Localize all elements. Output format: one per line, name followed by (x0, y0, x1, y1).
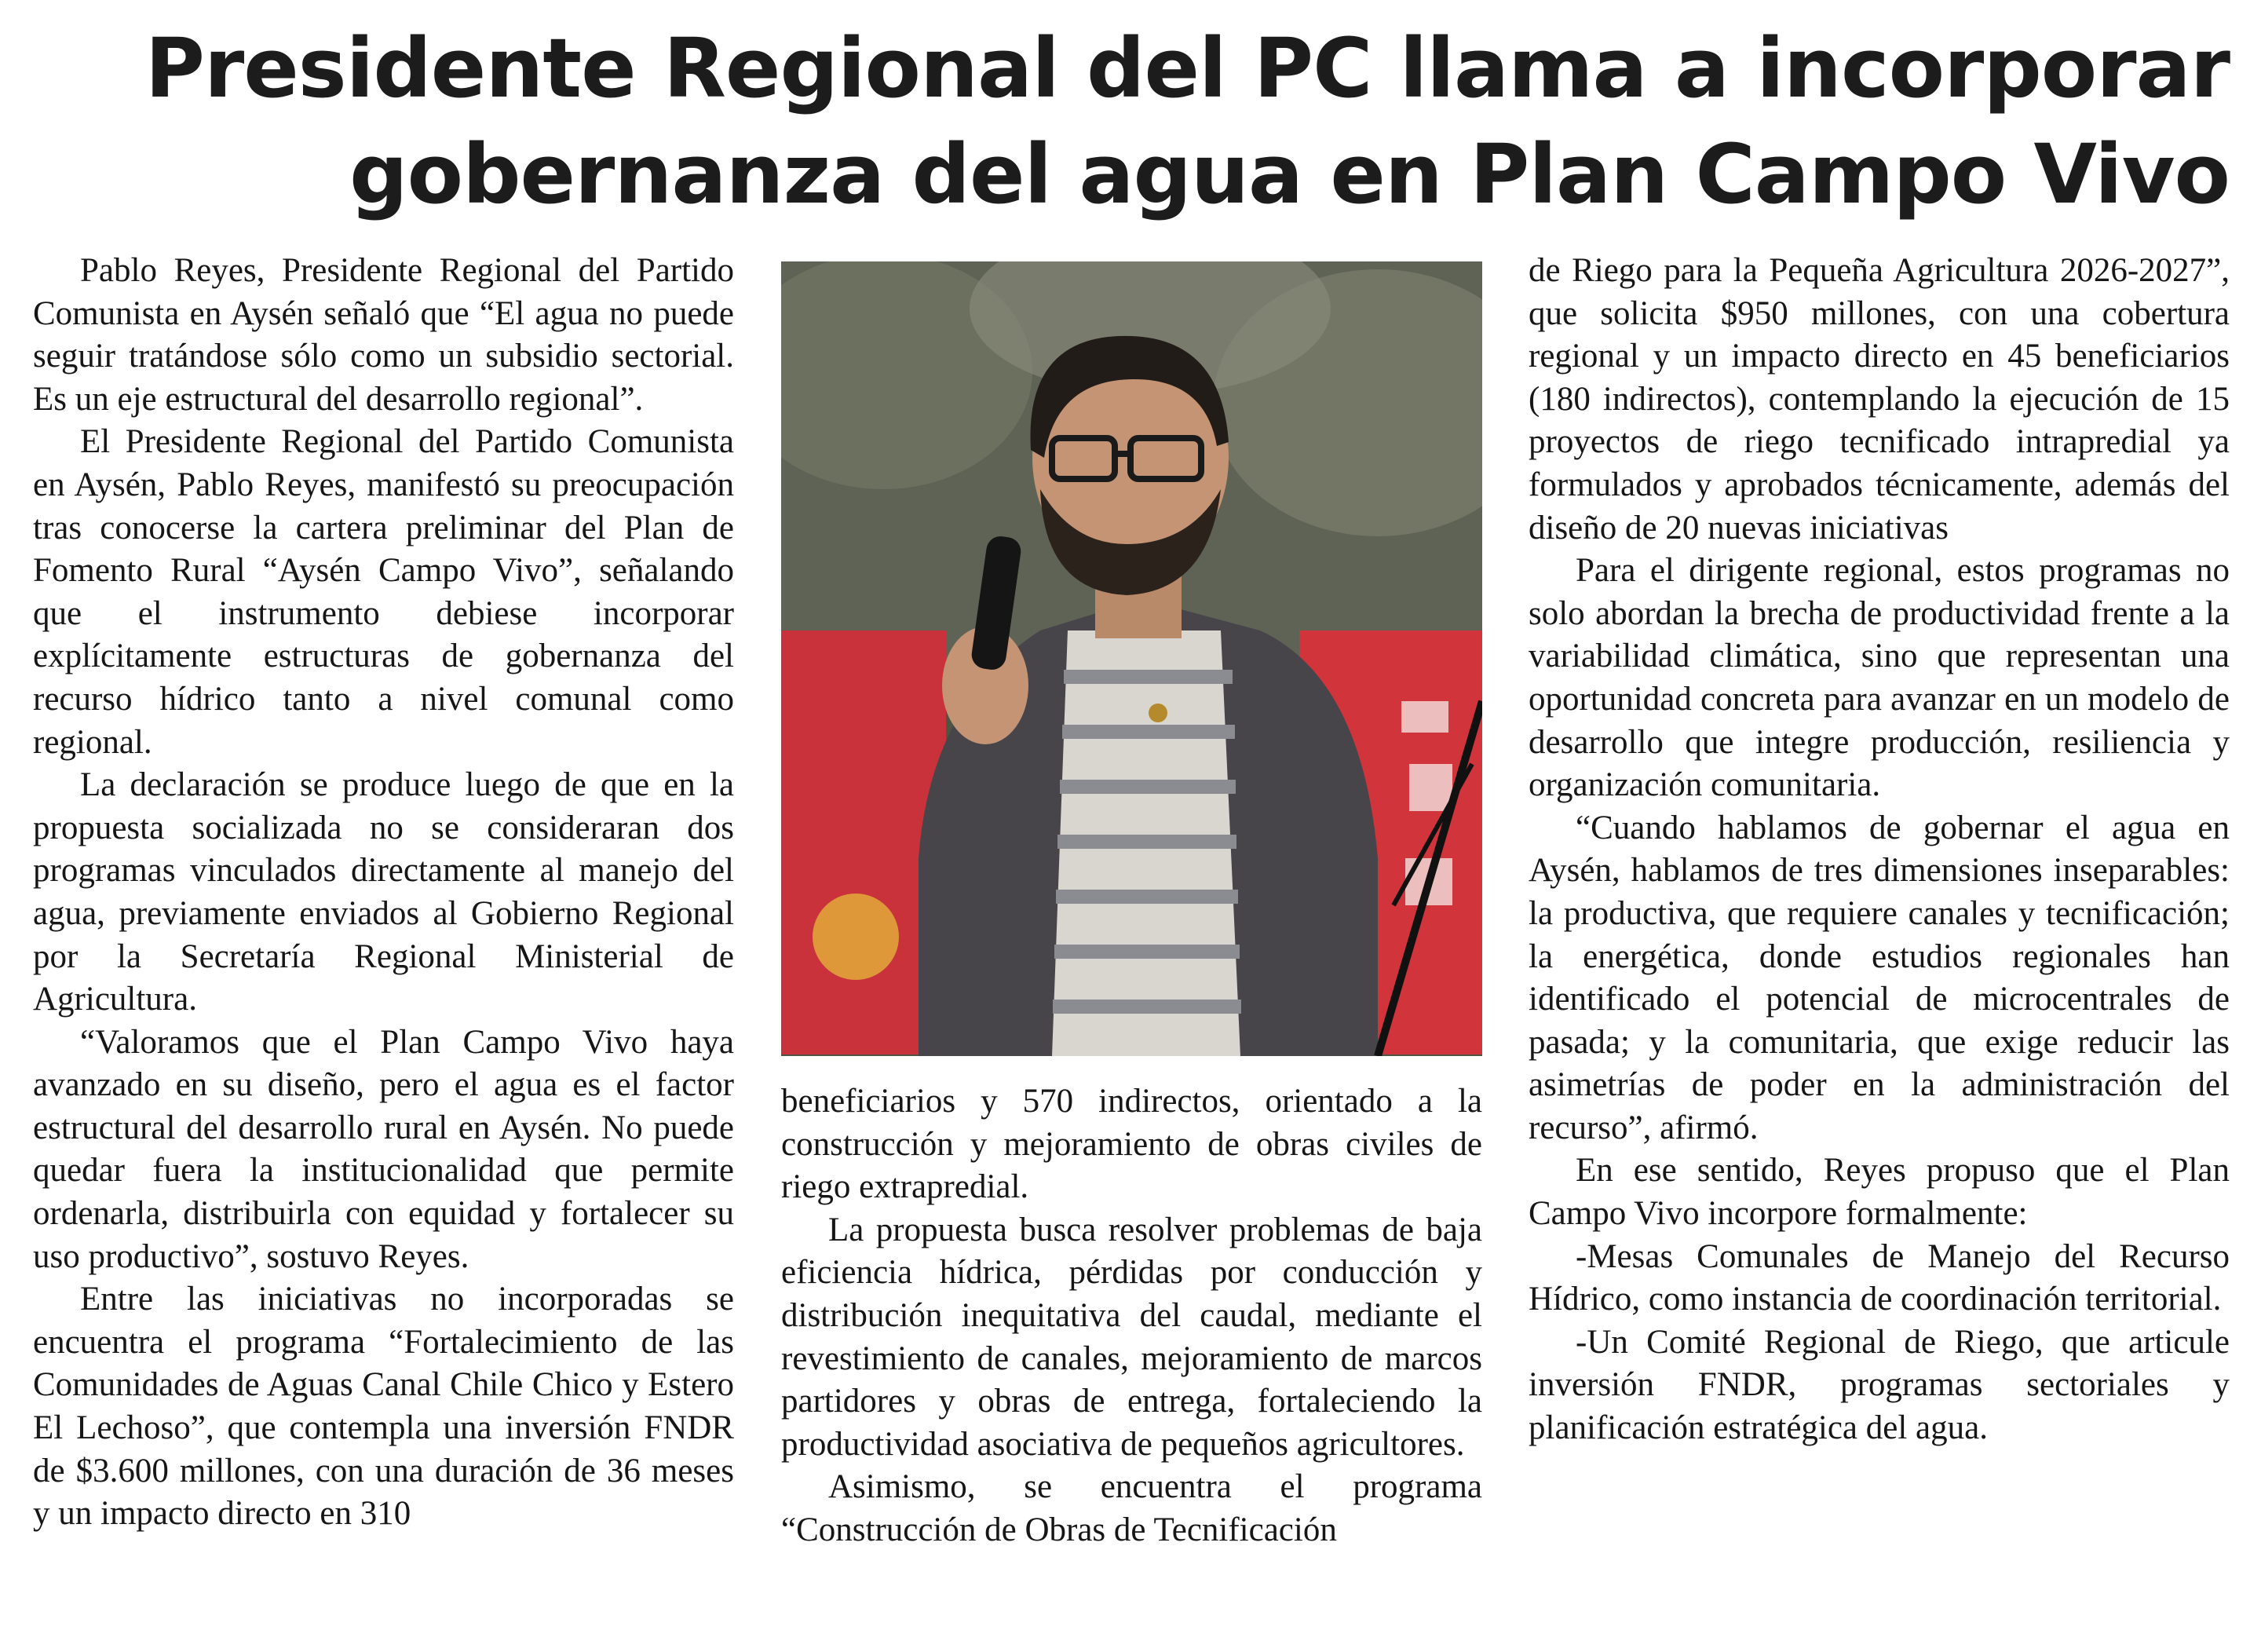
article-column-2 (781, 1080, 1482, 1552)
paragraph: “Valoramos que el Plan Campo Vivo haya avanzado en su diseño, pero el agua es el factor estructural del desarrollo rural en Aysén. No puede quedar fuera la institucionalidad que permite ordenarla, distribuirla con equidad y fortalecer su uso productivo”, sostuvo Reyes. (33, 1023, 734, 1275)
article-column-1 (33, 250, 734, 1536)
headline-line-2: gobernanza del agua en Plan Campo Vivo (349, 126, 2230, 222)
speaker-photo-illustration (781, 261, 1482, 1056)
paragraph: -Mesas Comunales de Manejo del Recurso Hídrico, como instancia de coordinación territorial. (1529, 1237, 2230, 1318)
lapel-pin (1149, 704, 1167, 722)
headline-line-1: Presidente Regional del PC llama a incorporar (144, 20, 2230, 116)
paragraph-continued: beneficiarios y 570 indirectos, orientado a la construcción y mejoramiento de obras civiles de riego extrapredial. (781, 1083, 1482, 1206)
paragraph: “Cuando hablamos de gobernar el agua en Aysén, hablamos de tres dimensiones inseparables: la productiva, que requiere canales y tecnificación; la energética, donde estudios regionales han identificado el potencial de microcentrales de pasada; y la comunitaria, que exige reducir las asimetrías de poder en la administración del recurso”, afirmó. (1529, 809, 2230, 1146)
banner-letter-block (1409, 764, 1452, 811)
paragraph: Asimismo, se encuentra el programa “Construcción de Obras de Tecnificación (781, 1468, 1482, 1548)
paragraph-continued: de Riego para la Pequeña Agricultura 2026-2027”, que solicita $950 millones, con una cobertura regional y un impacto directo en 45 beneficiarios (180 indirectos), contemplando la ejecución de 15 proyectos de riego tecnificado intrapredial ya formulados y aprobados técnicamente, además del diseño de 20 nuevas iniciativas (1529, 252, 2230, 546)
article-column-3 (1529, 250, 2230, 1450)
banner-emblem (813, 894, 899, 980)
paragraph: Entre las iniciativas no incorporadas se encuentra el programa “Fortalecimiento de las Comunidades de Aguas Canal Chile Chico y Estero El Lechoso”, que contempla una inversión FNDR de $3.600 millones, con una duración de 36 meses y un impacto directo en 310 (33, 1281, 734, 1533)
paragraph: -Un Comité Regional de Riego, que articule inversión FNDR, programas sectoriales y planificación estratégica del agua. (1529, 1323, 2230, 1447)
paragraph: Para el dirigente regional, estos programas no solo abordan la brecha de productividad frente a la variabilidad climática, sino que representan una oportunidad concreta para avanzar en un modelo de desarrollo que integre producción, resiliencia y organización comunitaria. (1529, 552, 2230, 804)
paragraph: Pablo Reyes, Presidente Regional del Partido Comunista en Aysén señaló que “El agua no puede seguir tratándose sólo como un subsidio sectorial. Es un eje estructural del desarrollo regional”. (33, 252, 734, 418)
banner-letter-block (1401, 701, 1448, 733)
paragraph: En ese sentido, Reyes propuso que el Plan Campo Vivo incorpore formalmente: (1529, 1152, 2230, 1233)
paragraph: La propuesta busca resolver problemas de baja eficiencia hídrica, pérdidas por conducción y distribución inequitativa del caudal, mediante el revestimiento de canales, mejoramiento de marcos partidores y obras de entrega, fortaleciendo la productividad asociativa de pequeños agricultores. (781, 1211, 1482, 1463)
paragraph: La declaración se produce luego de que en la propuesta socializada no se consideraran dos programas vinculados directamente al manejo del agua, previamente enviados al Gobierno Regional por la Secretaría Regional Ministerial de Agricultura. (33, 766, 734, 1018)
paragraph: El Presidente Regional del Partido Comunista en Aysén, Pablo Reyes, manifestó su preocupación tras conocerse la cartera preliminar del Plan de Fomento Rural “Aysén Campo Vivo”, señalando que el instrumento debiese incorporar explícitamente estructuras de gobernanza del recurso hídrico tanto a nivel comunal como regional. (33, 423, 734, 761)
article-photo (781, 261, 1482, 1056)
headline (47, 16, 2230, 228)
